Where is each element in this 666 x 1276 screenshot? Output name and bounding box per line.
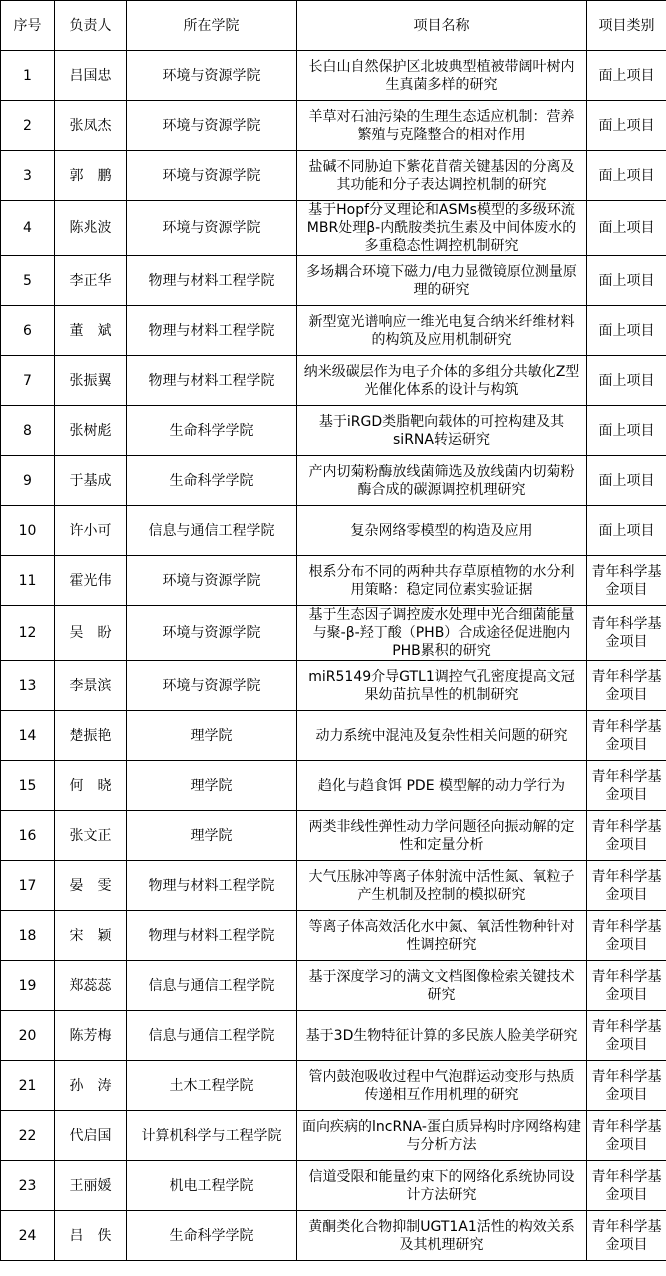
row-college: 物理与材料工程学院: [127, 861, 297, 911]
row-index: 10: [1, 506, 55, 556]
table-body: [1, 51, 666, 1261]
row-index: 18: [1, 911, 55, 961]
row-index: 2: [1, 101, 55, 151]
row-project-name: 复杂网络零模型的构造及应用: [297, 506, 587, 556]
row-index: 21: [1, 1061, 55, 1111]
row-college: 理学院: [127, 711, 297, 761]
row-category: 青年科学基金项目: [587, 1161, 666, 1211]
row-project-name: 面向疾病的lncRNA-蛋白质异构时序网络构建与分析方法: [297, 1111, 587, 1161]
row-leader: 郭 鹏: [55, 151, 127, 201]
table-header: [1, 1, 666, 51]
row-project-name: 产内切菊粉酶放线菌筛选及放线菌内切菊粉酶合成的碳源调控机理研究: [297, 456, 587, 506]
row-category: 面上项目: [587, 506, 666, 556]
row-category: 青年科学基金项目: [587, 1061, 666, 1111]
row-leader: 郑蕊蕊: [55, 961, 127, 1011]
row-index: 20: [1, 1011, 55, 1061]
row-category: 面上项目: [587, 356, 666, 406]
table-row: [1, 1011, 666, 1061]
row-index: 16: [1, 811, 55, 861]
row-index: 7: [1, 356, 55, 406]
row-leader: 陈兆波: [55, 201, 127, 256]
row-leader: 吕国忠: [55, 51, 127, 101]
row-college: 物理与材料工程学院: [127, 256, 297, 306]
row-college: 生命科学学院: [127, 406, 297, 456]
row-project-name: 信道受限和能量约束下的网络化系统协同设计方法研究: [297, 1161, 587, 1211]
row-leader: 楚振艳: [55, 711, 127, 761]
row-project-name: 基于iRGD类脂靶向载体的可控构建及其siRNA转运研究: [297, 406, 587, 456]
row-index: 11: [1, 556, 55, 606]
row-project-name: 等离子体高效活化水中氮、氧活性物种针对性调控研究: [297, 911, 587, 961]
row-index: 8: [1, 406, 55, 456]
row-project-name: 根系分布不同的两种共存草原植物的水分利用策略：稳定同位素实验证据: [297, 556, 587, 606]
table-row: [1, 556, 666, 606]
row-index: 4: [1, 201, 55, 256]
row-leader: 霍光伟: [55, 556, 127, 606]
row-project-name: 基于深度学习的满文文档图像检索关键技术研究: [297, 961, 587, 1011]
row-leader: 于基成: [55, 456, 127, 506]
row-leader: 许小可: [55, 506, 127, 556]
header-project-name: 项目名称: [297, 1, 587, 51]
row-leader: 何 晓: [55, 761, 127, 811]
table-row: [1, 1061, 666, 1111]
row-project-name: 两类非线性弹性动力学问题径向振动解的定性和定量分析: [297, 811, 587, 861]
header-leader: 负责人: [55, 1, 127, 51]
row-category: 面上项目: [587, 406, 666, 456]
row-leader: 晏 雯: [55, 861, 127, 911]
row-leader: 张振翼: [55, 356, 127, 406]
table-row: [1, 306, 666, 356]
row-college: 物理与材料工程学院: [127, 911, 297, 961]
row-college: 生命科学学院: [127, 1211, 297, 1261]
row-category: 青年科学基金项目: [587, 861, 666, 911]
row-college: 物理与材料工程学院: [127, 356, 297, 406]
row-index: 3: [1, 151, 55, 201]
table-row: [1, 51, 666, 101]
table-row: [1, 661, 666, 711]
row-category: 青年科学基金项目: [587, 961, 666, 1011]
row-category: 青年科学基金项目: [587, 1111, 666, 1161]
row-college: 信息与通信工程学院: [127, 961, 297, 1011]
row-project-name: 盐碱不同胁迫下紫花苜蓿关键基因的分离及其功能和分子表达调控机制的研究: [297, 151, 587, 201]
table-row: [1, 406, 666, 456]
header-project-category: 项目类别: [587, 1, 666, 51]
header-college: 所在学院: [127, 1, 297, 51]
header-index: 序号: [1, 1, 55, 51]
row-index: 15: [1, 761, 55, 811]
row-college: 理学院: [127, 761, 297, 811]
row-college: 环境与资源学院: [127, 151, 297, 201]
row-college: 信息与通信工程学院: [127, 506, 297, 556]
row-category: 青年科学基金项目: [587, 661, 666, 711]
row-college: 生命科学学院: [127, 456, 297, 506]
row-college: 土木工程学院: [127, 1061, 297, 1111]
row-category: 面上项目: [587, 306, 666, 356]
row-leader: 吴 盼: [55, 606, 127, 661]
row-category: 青年科学基金项目: [587, 1211, 666, 1261]
row-category: 青年科学基金项目: [587, 811, 666, 861]
header-row: [1, 1, 666, 51]
row-index: 19: [1, 961, 55, 1011]
row-index: 9: [1, 456, 55, 506]
row-category: 青年科学基金项目: [587, 606, 666, 661]
row-project-name: 趋化与趋食饵 PDE 模型解的动力学行为: [297, 761, 587, 811]
row-category: 面上项目: [587, 201, 666, 256]
table-row: [1, 256, 666, 306]
row-college: 环境与资源学院: [127, 51, 297, 101]
table-row: [1, 1111, 666, 1161]
row-category: 青年科学基金项目: [587, 1011, 666, 1061]
row-leader: 陈芳梅: [55, 1011, 127, 1061]
row-index: 23: [1, 1161, 55, 1211]
table-row: [1, 861, 666, 911]
row-college: 环境与资源学院: [127, 201, 297, 256]
row-project-name: 动力系统中混沌及复杂性相关问题的研究: [297, 711, 587, 761]
row-college: 环境与资源学院: [127, 606, 297, 661]
row-project-name: 基于Hopf分叉理论和ASMs模型的多级环流MBR处理β-内酰胺类抗生素及中间体废水的多重稳态性调控机制研究: [297, 201, 587, 256]
row-project-name: 大气压脉冲等离子体射流中活性氮、氧粒子产生机制及控制的模拟研究: [297, 861, 587, 911]
row-leader: 李景滨: [55, 661, 127, 711]
table-row: [1, 761, 666, 811]
table-row: [1, 101, 666, 151]
row-category: 青年科学基金项目: [587, 761, 666, 811]
row-project-name: 管内鼓泡吸收过程中气泡群运动变形与热质传递相互作用机理的研究: [297, 1061, 587, 1111]
row-index: 24: [1, 1211, 55, 1261]
row-college: 物理与材料工程学院: [127, 306, 297, 356]
table-row: [1, 456, 666, 506]
row-college: 计算机科学与工程学院: [127, 1111, 297, 1161]
row-index: 13: [1, 661, 55, 711]
row-category: 面上项目: [587, 151, 666, 201]
table-row: [1, 606, 666, 661]
row-project-name: 基于3D生物特征计算的多民族人脸美学研究: [297, 1011, 587, 1061]
row-index: 17: [1, 861, 55, 911]
table-row: [1, 356, 666, 406]
row-project-name: 新型宽光谱响应一维光电复合纳米纤维材料的构筑及应用机制研究: [297, 306, 587, 356]
row-project-name: 多场耦合环境下磁力/电力显微镜原位测量原理的研究: [297, 256, 587, 306]
row-leader: 宋 颖: [55, 911, 127, 961]
row-college: 环境与资源学院: [127, 661, 297, 711]
row-project-name: 羊草对石油污染的生理生态适应机制：营养繁殖与克隆整合的相对作用: [297, 101, 587, 151]
table-row: [1, 151, 666, 201]
row-category: 面上项目: [587, 256, 666, 306]
row-category: 青年科学基金项目: [587, 556, 666, 606]
row-college: 机电工程学院: [127, 1161, 297, 1211]
row-category: 面上项目: [587, 51, 666, 101]
row-leader: 吕 佚: [55, 1211, 127, 1261]
row-leader: 张凤杰: [55, 101, 127, 151]
row-leader: 孙 涛: [55, 1061, 127, 1111]
row-index: 14: [1, 711, 55, 761]
row-index: 22: [1, 1111, 55, 1161]
row-leader: 张文正: [55, 811, 127, 861]
row-leader: 代启国: [55, 1111, 127, 1161]
row-leader: 张树彪: [55, 406, 127, 456]
row-category: 面上项目: [587, 456, 666, 506]
row-category: 青年科学基金项目: [587, 911, 666, 961]
table-row: [1, 911, 666, 961]
row-project-name: 基于生态因子调控废水处理中光合细菌能量与聚-β-羟丁酸（PHB）合成途径促进胞内PHB累积的研究: [297, 606, 587, 661]
table-row: [1, 1161, 666, 1211]
table-row: [1, 811, 666, 861]
row-project-name: 长白山自然保护区北坡典型植被带阔叶树内生真菌多样的研究: [297, 51, 587, 101]
row-leader: 王丽媛: [55, 1161, 127, 1211]
row-leader: 李正华: [55, 256, 127, 306]
row-index: 6: [1, 306, 55, 356]
row-project-name: 黄酮类化合物抑制UGT1A1活性的构效关系及其机理研究: [297, 1211, 587, 1261]
row-project-name: 纳米级碳层作为电子介体的多组分共敏化Z型光催化体系的设计与构筑: [297, 356, 587, 406]
row-index: 5: [1, 256, 55, 306]
row-leader: 董 斌: [55, 306, 127, 356]
row-index: 12: [1, 606, 55, 661]
row-college: 信息与通信工程学院: [127, 1011, 297, 1061]
table-row: [1, 961, 666, 1011]
table-row: [1, 201, 666, 256]
table-row: [1, 1211, 666, 1261]
table-row: [1, 506, 666, 556]
row-index: 1: [1, 51, 55, 101]
table-row: [1, 711, 666, 761]
row-category: 青年科学基金项目: [587, 711, 666, 761]
row-college: 理学院: [127, 811, 297, 861]
row-college: 环境与资源学院: [127, 556, 297, 606]
row-category: 面上项目: [587, 101, 666, 151]
row-college: 环境与资源学院: [127, 101, 297, 151]
row-project-name: miR5149介导GTL1调控气孔密度提高文冠果幼苗抗旱性的机制研究: [297, 661, 587, 711]
